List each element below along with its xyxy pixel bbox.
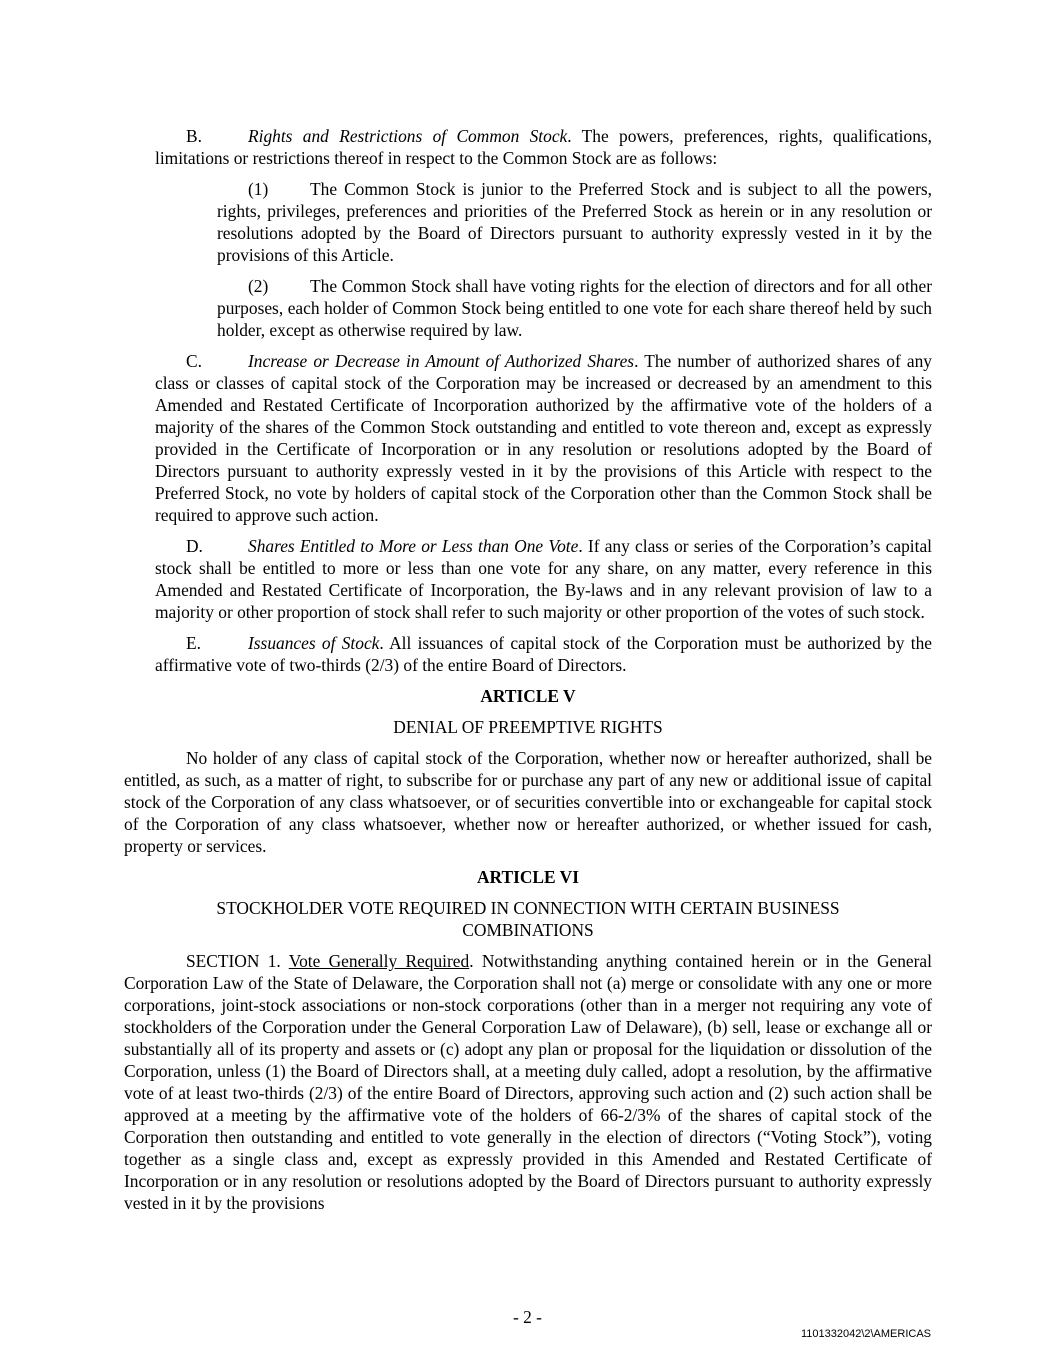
article-5-heading: ARTICLE V [480, 686, 576, 706]
section-b2-marker: (2) [248, 276, 269, 296]
page-number: - 2 - [513, 1307, 542, 1327]
section-e-paragraph [124, 632, 932, 676]
section-e-title: Issuances of Stock [248, 633, 380, 653]
document-id: 1101332042\2\AMERICAS [800, 1328, 931, 1340]
section-b2-paragraph [124, 275, 932, 341]
section-d-title: Shares Entitled to More or Less than One Vote [248, 536, 579, 556]
section-e-text: . All issuances of capital stock of the Corporation must be authorized by the affirmative vote of two-thirds (2/3) of the entire Board of Directors. [155, 633, 932, 675]
section-b-paragraph [124, 125, 932, 169]
article-6-subheading: STOCKHOLDER VOTE REQUIRED IN CONNECTION WITH CERTAIN BUSINESS COMBINATIONS [216, 898, 840, 940]
section-b2-text: The Common Stock shall have voting rights for the election of directors and for all other purposes, each holder of Common Stock being entitled to one vote for each share thereof held by such holder, except as otherwise required by law. [217, 276, 932, 340]
section-b1-paragraph [124, 178, 932, 266]
section-c-text: . The number of authorized shares of any class or classes of capital stock of the Corporation may be increased or decreased by an amendment to this Amended and Restated Certificate of Incorporation authorized by the affirmative vote of the holders of a majority of the shares of the Common Stock outstanding and entitled to vote thereon and, except as expressly provided in the Certificate of Incorporation or in any resolution or resolutions adopted by the Board of Directors pursuant to authority expressly vested in it by the provisions of this Article with respect to the Preferred Stock, no vote by holders of capital stock of the Corporation other than the Common Stock shall be required to approve such action. [155, 351, 932, 525]
document-page [124, 125, 932, 1223]
section-c-title: Increase or Decrease in Amount of Authorized Shares [248, 351, 635, 371]
section-d-paragraph [124, 535, 932, 623]
section-1-text: . Notwithstanding anything contained herein or in the General Corporation Law of the State of Delaware, the Corporation shall not (a) merge or consolidate with any one or more corporations, joint-stock associations or non-stock corporations (other than in a merger not requiring any vote of stockholders of the Corporation under the General Corporation Law of Delaware), (b) sell, lease or exchange all or substantially all of its property and assets or (c) adopt any plan or proposal for the liquidation or dissolution of the Corporation, unless (1) the Board of Directors shall, at a meeting duly called, adopt a resolution, by the affirmative vote of at least two-thirds (2/3) of the entire Board of Directors, approving such action and (2) such action shall be approved at a meeting by the affirmative vote of the holders of 66-2/3% of the shares of capital stock of the Corporation then outstanding and entitled to vote generally in the election of directors (“Voting Stock”), voting together as a single class and, except as expressly provided in this Amended and Restated Certificate of Incorporation or in any resolution or resolutions adopted by the Board of Directors pursuant to authority expressly vested in it by the provisions [124, 951, 932, 1213]
section-1-label: SECTION 1. [186, 951, 281, 971]
section-d-text: . If any class or series of the Corporation’s capital stock shall be entitled to more or less than one vote for any share, on any matter, every reference in this Amended and Restated Certificate of Incorporation, the By-laws and in any relevant provision of law to a majority or other proportion of stock shall refer to such majority or other proportion of the votes of such stock. [155, 536, 932, 622]
article-6-section-1-paragraph [124, 950, 932, 1214]
section-b1-marker: (1) [248, 179, 269, 199]
section-1-title: Vote Generally Required [288, 951, 470, 971]
section-e-marker: E. [186, 633, 201, 653]
article-6-heading: ARTICLE VI [477, 867, 579, 887]
section-d-marker: D. [186, 536, 203, 556]
section-b-marker: B. [186, 126, 202, 146]
section-c-marker: C. [186, 351, 202, 371]
section-b1-text: The Common Stock is junior to the Preferred Stock and is subject to all the powers, rights, privileges, preferences and priorities of the Preferred Stock as herein or in any resolution or resolutions adopted by the Board of Directors pursuant to authority expressly vested in it by the provisions of this Article. [217, 179, 932, 265]
section-b-text: . The powers, preferences, rights, qualifications, limitations or restrictions thereof in respect to the Common Stock are as follows: [155, 126, 933, 168]
article-5-subheading: DENIAL OF PREEMPTIVE RIGHTS [393, 717, 663, 737]
section-b-title: Rights and Restrictions of Common Stock [248, 126, 568, 146]
section-c-paragraph [124, 350, 932, 526]
article-5-paragraph: No holder of any class of capital stock of the Corporation, whether now or hereafter authorized, shall be entitled, as such, as a matter of right, to subscribe for or purchase any part of any new or additional issue of capital stock of the Corporation of any class whatsoever, or of securities convertible into or exchangeable for capital stock of the Corporation of any class whatsoever, whether now or hereafter authorized, or whether issued for cash, property or services. [124, 748, 932, 856]
